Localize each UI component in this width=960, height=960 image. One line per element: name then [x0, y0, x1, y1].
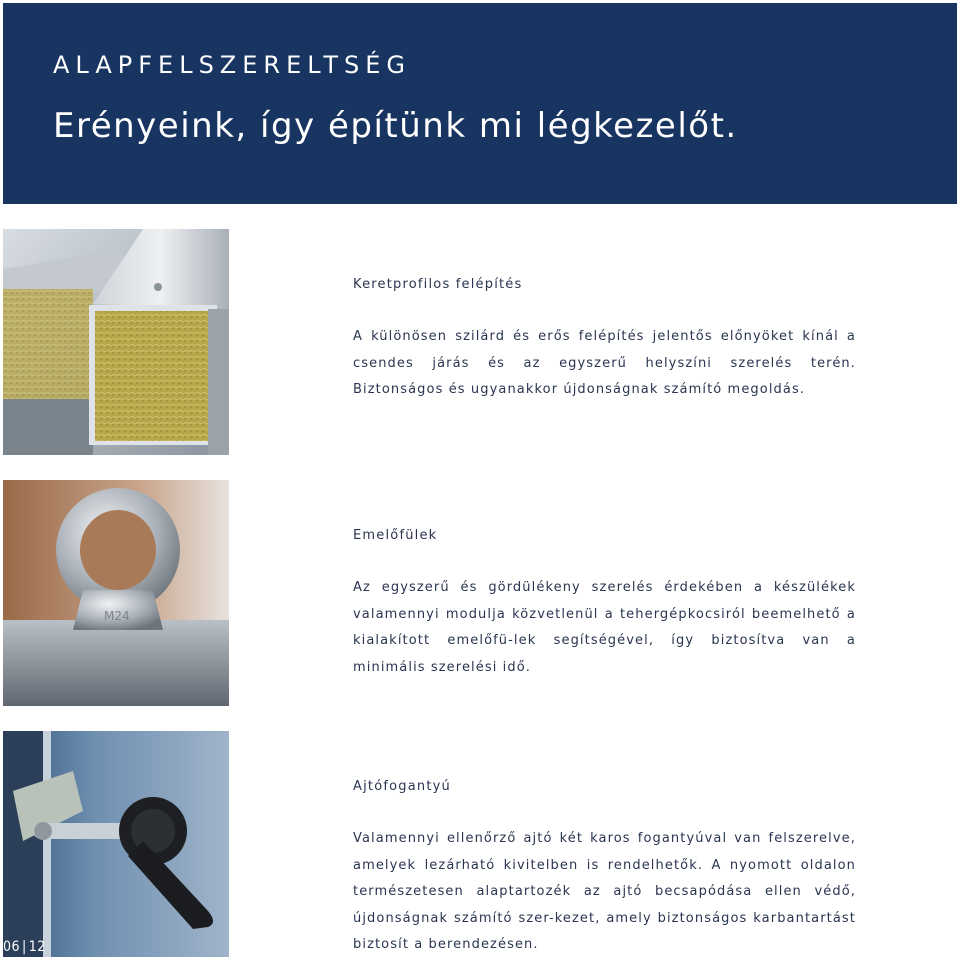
page-number	[3, 939, 46, 955]
section-body-frame: A különösen szilárd és erős felépítés jelentős előnyöket kínál a csendes járás és az egyszerű helyszíni szerelés terén. Biztonságos és ugyanakkor újdonságnak számító megoldás.	[353, 329, 856, 397]
section-title-door: Ajtófogantyú	[353, 779, 451, 794]
frame-profile-photo	[3, 229, 229, 455]
page-total: 12	[28, 939, 46, 955]
section-eyebrow: ALAPFELSZERELTSÉG	[53, 51, 411, 79]
page-separator: |	[22, 939, 27, 955]
door-handle-photo	[3, 731, 229, 957]
section-title-frame: Keretprofilos felépítés	[353, 277, 523, 292]
header-banner	[3, 3, 957, 204]
page-title: Erényeink, így építünk mi légkezelőt.	[53, 106, 738, 146]
svg-text:M24: M24	[104, 609, 130, 623]
section-title-lifting: Emelőfülek	[353, 528, 438, 543]
lifting-eye-photo	[3, 480, 229, 706]
page-current: 06	[3, 939, 21, 955]
section-body-door: Valamennyi ellenőrző ajtó két karos fogantyúval van felszerelve, amelyek lezárható kivitelben is rendelhetők. A nyomott oldalon természetesen alaptartozék az ajtó becsapódása ellen védő, újdonságnak számító szer-kezet, amely biztonságos karbantartást biztosít a berendezésen.	[353, 831, 856, 952]
section-body-lifting: Az egyszerű és gördülékeny szerelés érdekében a készülékek valamennyi modulja közvetlenül a tehergépkocsiról beemelhető a kialakított emelőfü-lek segítségével, így biztosítva van a minimális szerelési idő.	[353, 580, 856, 675]
